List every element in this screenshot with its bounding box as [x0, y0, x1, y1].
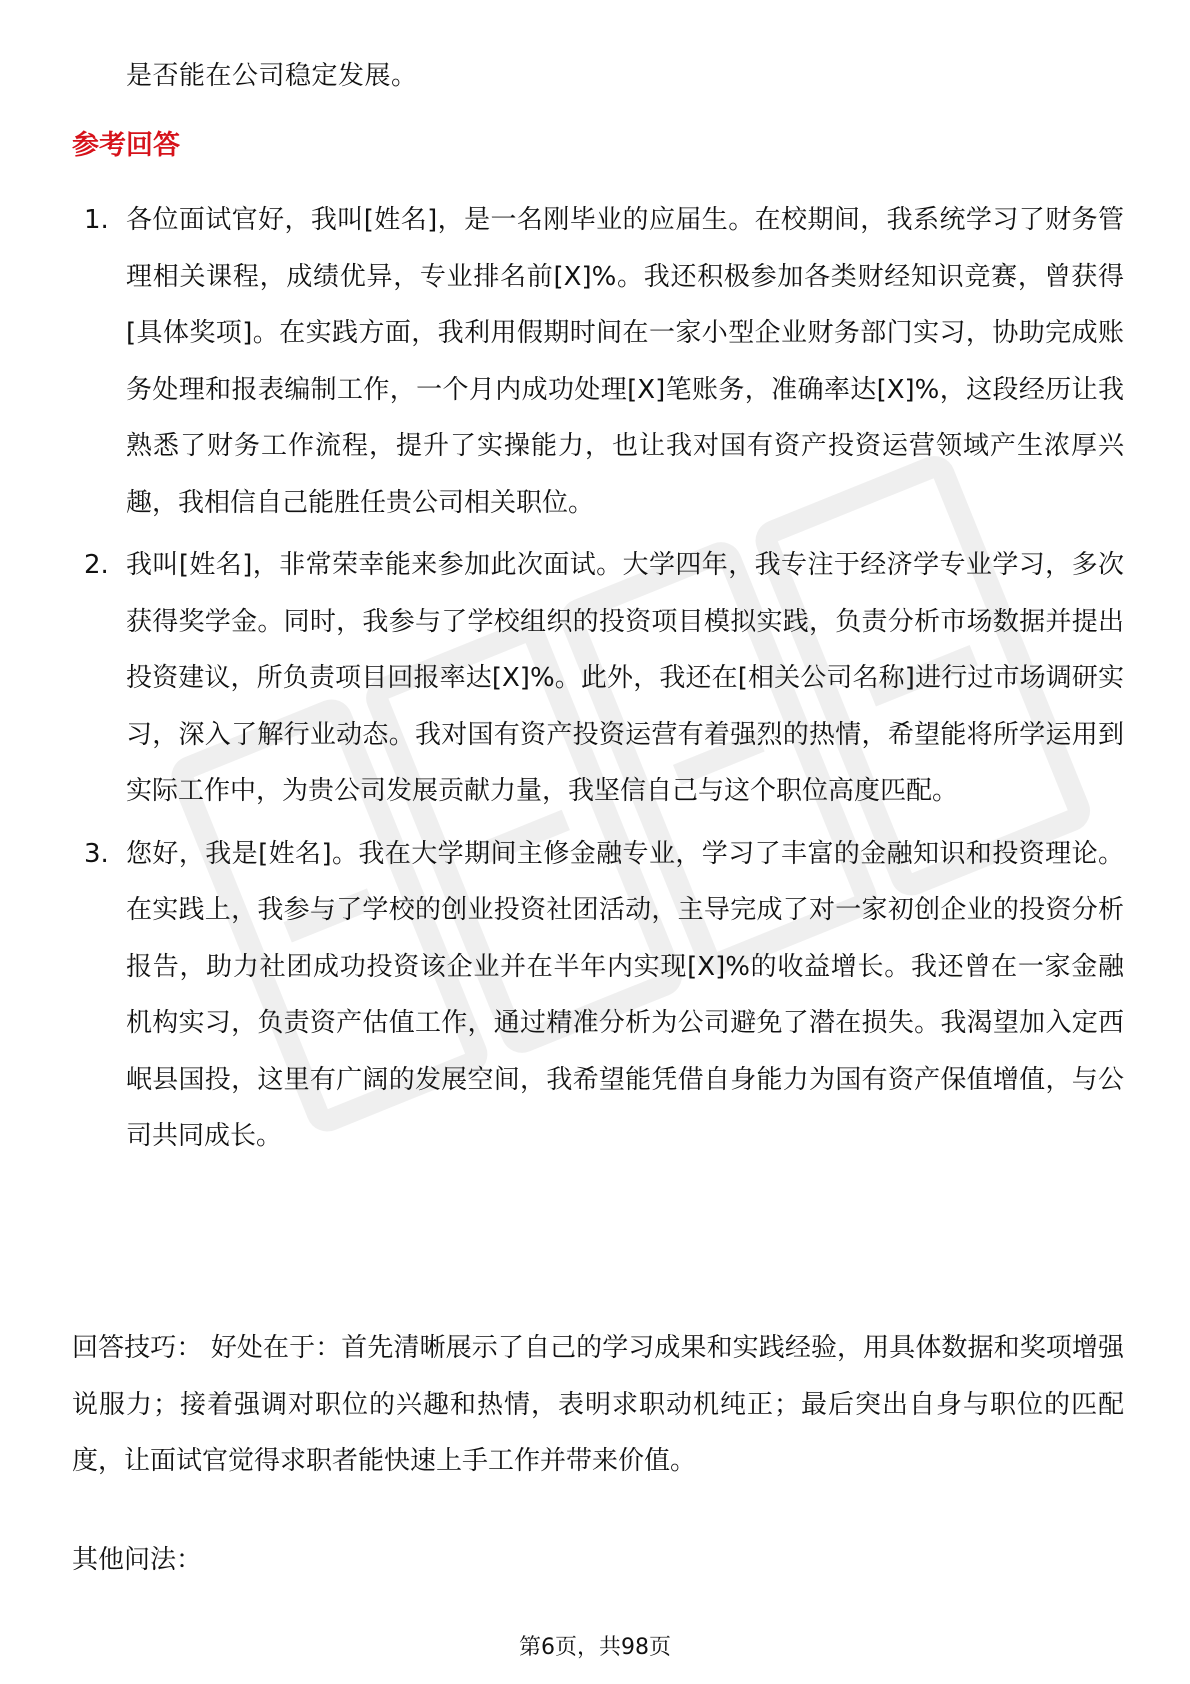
answer-list — [84, 192, 1124, 1171]
answer-item-1 — [84, 192, 1124, 531]
intro-tail-text: 是否能在公司稳定发展。 — [126, 61, 418, 91]
tips-label: 回答技巧： — [72, 1333, 203, 1363]
answer-item-2 — [84, 537, 1124, 820]
reference-answer-heading: 参考回答 — [72, 130, 180, 161]
page-footer: 第6页，共98页 — [519, 1635, 671, 1660]
answer-item-3 — [84, 826, 1124, 1165]
answer-tips — [72, 1320, 1124, 1490]
answer-number: 1. — [84, 205, 109, 235]
answer-text: 您好，我是[姓名]。我在大学期间主修金融专业，学习了丰富的金融知识和投资理论。在实践上，我参与了学校的创业投资社团活动，主导完成了对一家初创企业的投资分析报告，助力社团成功投资该企业并在半年内实现[X]%的收益增长。我还曾在一家金融机构实习，负责资产估值工作，通过精准分析为公司避免了潜在损失。我渴望加入定西岷县国投，这里有广阔的发展空间，我希望能凭借自身能力为国有资产保值增值，与公司共同成长。 — [126, 838, 1124, 1151]
answer-text: 我叫[姓名]，非常荣幸能来参加此次面试。大学四年，我专注于经济学专业学习，多次获得奖学金。同时，我参与了学校组织的投资项目模拟实践，负责分析市场数据并提出投资建议，所负责项目回报率达[X]%。此外，我还在[相关公司名称]进行过市场调研实习，深入了解行业动态。我对国有资产投资运营有着强烈的热情，希望能将所学运用到实际工作中，为贵公司发展贡献力量，我坚信自己与这个职位高度匹配。 — [126, 550, 1124, 806]
other-questions-label: 其他问法： — [72, 1545, 203, 1575]
tips-text: 好处在于：首先清晰展示了自己的学习成果和实践经验，用具体数据和奖项增强说服力；接着强调对职位的兴趣和热情，表明求职动机纯正；最后突出自身与职位的匹配度，让面试官觉得求职者能快速上手工作并带来价值。 — [72, 1333, 1124, 1476]
answer-number: 2. — [84, 550, 109, 580]
answer-number: 3. — [84, 838, 109, 869]
answer-text: 各位面试官好，我叫[姓名]，是一名刚毕业的应届生。在校期间，我系统学习了财务管理相关课程，成绩优异，专业排名前[X]%。我还积极参加各类财经知识竞赛，曾获得[具体奖项]。在实践方面，我利用假期时间在一家小型企业财务部门实习，协助完成账务处理和报表编制工作，一个月内成功处理[X]笔账务，准确率达[X]%，这段经历让我熟悉了财务工作流程，提升了实操能力，也让我对国有资产投资运营领域产生浓厚兴趣，我相信自己能胜任贵公司相关职位。 — [126, 205, 1124, 518]
